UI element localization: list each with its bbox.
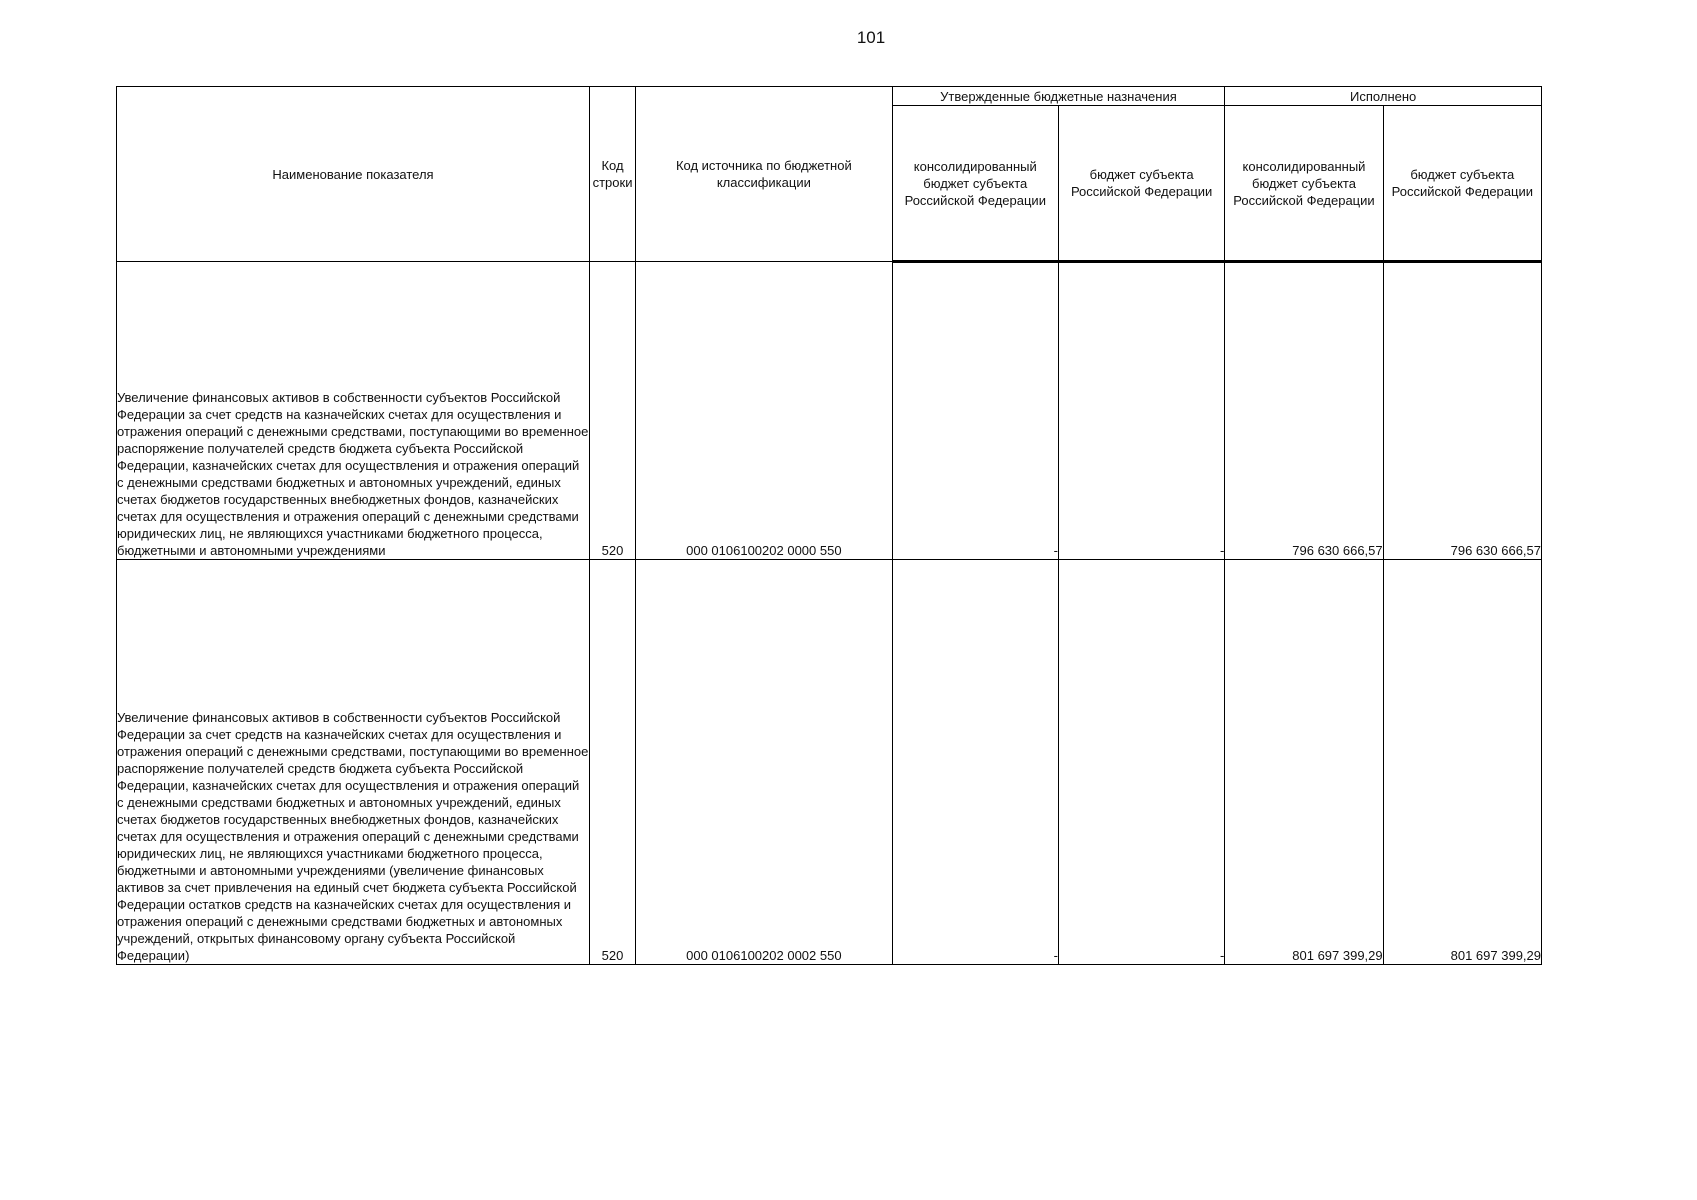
header-executed-consolidated: консолидированный бюджет субъекта Российской Федерации	[1225, 106, 1383, 262]
header-name: Наименование показателя	[117, 87, 590, 262]
header-approved-subject: бюджет субъекта Российской Федерации	[1058, 106, 1224, 262]
header-approved-group: Утвержденные бюджетные назначения	[892, 87, 1225, 106]
row-executed-subject: 796 630 666,57	[1383, 262, 1541, 560]
page-number: 101	[856, 28, 886, 47]
row-executed-consolidated: 796 630 666,57	[1225, 262, 1383, 560]
header-executed-group: Исполнено	[1225, 87, 1542, 106]
row-source-code: 000 0106100202 0000 550	[636, 262, 893, 560]
header-line-code: Код строки	[589, 87, 635, 262]
table-row	[117, 262, 1542, 560]
row-name: Увеличение финансовых активов в собственности субъектов Российской Федерации за счет средств на казначейских счетах для осуществления и отражения операций с денежными средствами, поступающими во временное распоряжение получателей средств бюджета субъекта Российской Федерации, казначейских счетах для осуществления и отражения операций с денежными средствами бюджетных и автономных учреждений, единых счетах бюджетов государственных внебюджетных фондов, казначейских счетах для осуществления и отражения операций с денежными средствами юридических лиц, не являющихся участниками бюджетного процесса, бюджетными и автономными учреждениями (увеличение финансовых активов за счет привлечения на единый счет бюджета субъекта Российской Федерации остатков средств на казначейских счетах для осуществления и отражения операций с денежными средствами бюджетных и автономных учреждений, открытых финансовому органу субъекта Российской Федерации)	[117, 560, 590, 965]
row-approved-subject: -	[1058, 560, 1224, 965]
row-name: Увеличение финансовых активов в собственности субъектов Российской Федерации за счет средств на казначейских счетах для осуществления и отражения операций с денежными средствами, поступающими во временное распоряжение получателей средств бюджета субъекта Российской Федерации, казначейских счетах для осуществления и отражения операций с денежными средствами бюджетных и автономных учреждений, единых счетах бюджетов государственных внебюджетных фондов, казначейских счетах для осуществления и отражения операций с денежными средствами юридических лиц, не являющихся участниками бюджетного процесса, бюджетными и автономными учреждениями	[117, 262, 590, 560]
row-executed-consolidated: 801 697 399,29	[1225, 560, 1383, 965]
row-approved-subject: -	[1058, 262, 1224, 560]
table-header	[117, 87, 1542, 262]
table-row	[117, 560, 1542, 965]
row-source-code: 000 0106100202 0002 550	[636, 560, 893, 965]
row-line-code: 520	[589, 560, 635, 965]
row-approved-consolidated: -	[892, 560, 1058, 965]
header-approved-consolidated: консолидированный бюджет субъекта Российской Федерации	[892, 106, 1058, 262]
header-executed-subject: бюджет субъекта Российской Федерации	[1383, 106, 1541, 262]
row-executed-subject: 801 697 399,29	[1383, 560, 1541, 965]
row-line-code: 520	[589, 262, 635, 560]
header-source-code: Код источника по бюджетной классификации	[636, 87, 893, 262]
budget-table	[116, 86, 1542, 965]
row-approved-consolidated: -	[892, 262, 1058, 560]
